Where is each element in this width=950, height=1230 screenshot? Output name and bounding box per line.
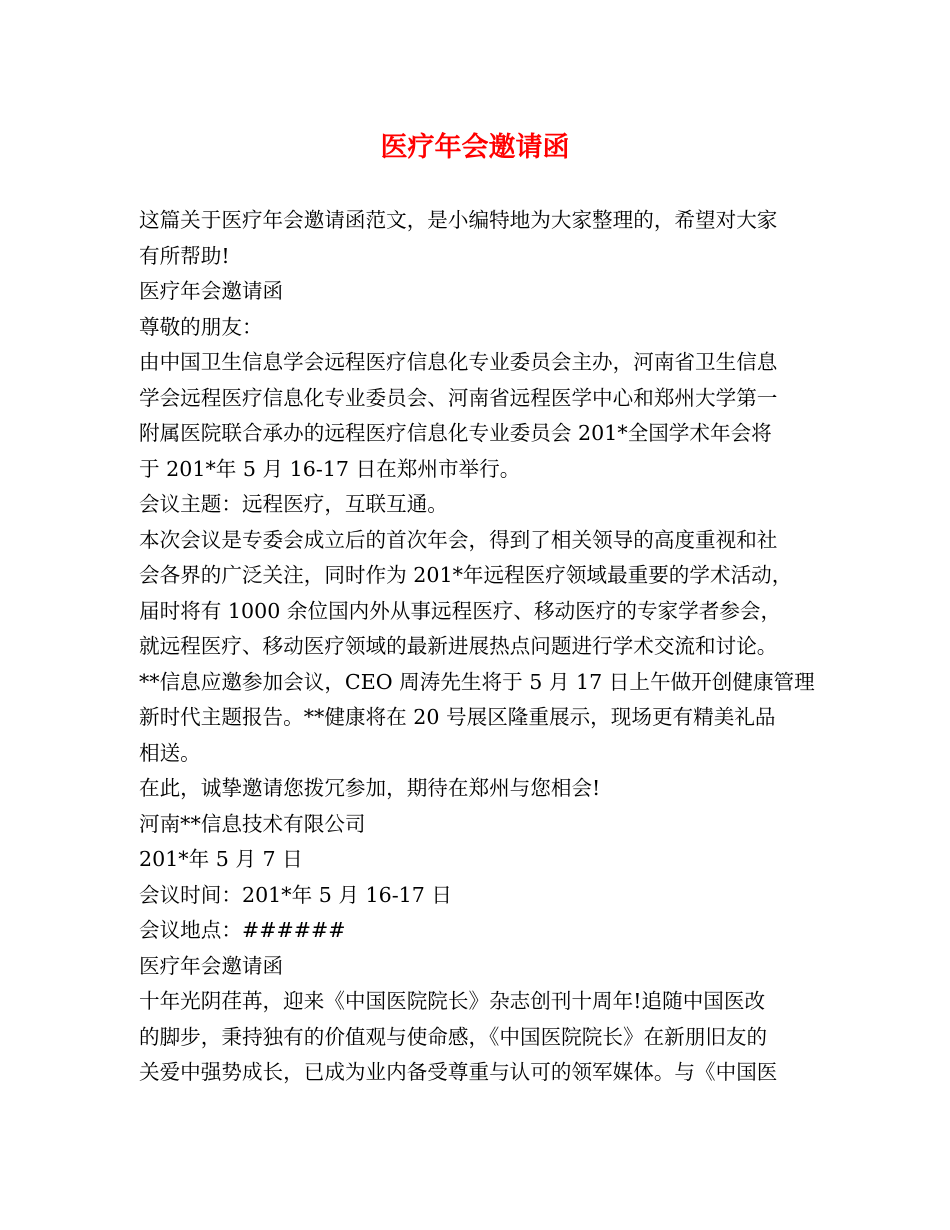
text-line: 于 201*年 5 月 16-17 日在郑州市举行。 [139, 456, 521, 481]
text-line: 会议主题：远程医疗，互联互通。 [139, 492, 448, 516]
document-body [139, 203, 815, 1091]
text-line: 十年光阴荏苒，迎来《中国医院院长》杂志创刊十周年!追随中国医改 [139, 989, 766, 1013]
meeting-time: 会议时间：201*年 5 月 16-17 日 [139, 882, 453, 907]
salutation: 尊敬的朋友： [139, 314, 263, 339]
text-line: **信息应邀参加会议，CEO 周涛先生将于 5 月 17 日上午做开创健康管理 [139, 669, 815, 694]
text-line: 新时代主题报告。**健康将在 20 号展区隆重展示，现场更有精美礼品 [139, 705, 776, 729]
text-line: 就远程医疗、移动医疗领域的最新进展热点问题进行学术交流和讨论。 [139, 634, 778, 658]
text-line: 学会远程医疗信息化专业委员会、河南省远程医学中心和郑州大学第一 [139, 385, 778, 410]
text-line: 相送。 [139, 740, 201, 765]
text-line: 在此，诚挚邀请您拨冗参加，期待在郑州与您相会! [139, 776, 601, 800]
text-line: 关爱中强势成长，已成为业内备受尊重与认可的领军媒体。与《中国医 [139, 1060, 778, 1084]
text-line: 届时将有 1000 余位国内外从事远程医疗、移动医疗的专家学者参会， [139, 598, 782, 623]
text-line: 本次会议是专委会成立后的首次年会，得到了相关领导的高度重视和社 [139, 527, 778, 552]
text-line: 由中国卫生信息学会远程医疗信息化专业委员会主办，河南省卫生信息 [139, 350, 778, 374]
meeting-location: 会议地点：###### [139, 918, 346, 942]
section-heading: 医疗年会邀请函 [139, 279, 284, 303]
letter-date: 201*年 5 月 7 日 [139, 847, 303, 871]
text-line: 有所帮助! [139, 243, 230, 268]
text-line: 附属医院联合承办的远程医疗信息化专业委员会 201*全国学术年会将 [139, 421, 772, 445]
document-title: 医疗年会邀请函 [380, 132, 570, 163]
section-heading: 医疗年会邀请函 [139, 953, 284, 978]
sender-name: 河南**信息技术有限公司 [139, 811, 366, 836]
text-line: 这篇关于医疗年会邀请函范文，是小编特地为大家整理的，希望对大家 [139, 208, 778, 232]
text-line: 会各界的广泛关注，同时作为 201*年远程医疗领域最重要的学术活动， [139, 563, 793, 587]
text-line: 的脚步，秉持独有的价值观与使命感，《中国医院院长》在新朋旧友的 [139, 1024, 768, 1049]
